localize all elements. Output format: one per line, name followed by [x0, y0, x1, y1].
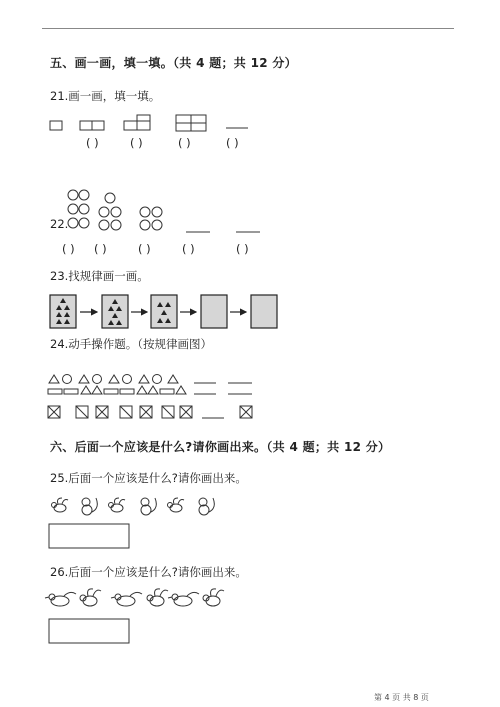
q25-text: 25.后面一个应该是什么?请你画出来。	[50, 471, 247, 485]
q21-blank-2[interactable]: ( )	[130, 136, 143, 150]
q26-answer-box	[49, 619, 129, 643]
q22-blank-3[interactable]: ( )	[138, 242, 151, 256]
bee-icon	[80, 589, 101, 606]
q22-blank-4[interactable]: ( )	[182, 242, 195, 256]
bee-icon	[203, 589, 224, 606]
q23-text: 23.找规律画一画。	[50, 269, 149, 283]
q21-blank-3[interactable]: ( )	[178, 136, 191, 150]
q21-text: 21.画一画，填一填。	[50, 89, 161, 103]
q21-blank-1[interactable]: ( )	[86, 136, 99, 150]
q22-blank-1[interactable]: ( )	[62, 242, 75, 256]
q22-blank-2[interactable]: ( )	[94, 242, 107, 256]
page-footer: 第 4 页 共 8 页	[374, 693, 429, 702]
section5-title: 五、画一画，填一填。（共 4 题；共 12 分）	[50, 56, 297, 70]
q26-text: 26.后面一个应该是什么?请你画出来。	[50, 565, 247, 579]
q22-prefix: 22.	[50, 217, 69, 231]
bird-icon	[168, 592, 199, 606]
q24-text: 24.动手操作题。（按规律画图）	[50, 337, 213, 351]
bee-icon	[147, 589, 168, 606]
bird-icon	[45, 592, 76, 606]
section6-title: 六、后面一个应该是什么?请你画出来。（共 4 题；共 12 分）	[50, 440, 391, 454]
q21-blank-4[interactable]: ( )	[226, 136, 239, 150]
q22-blank-5[interactable]: ( )	[236, 242, 249, 256]
bird-icon	[111, 592, 142, 606]
